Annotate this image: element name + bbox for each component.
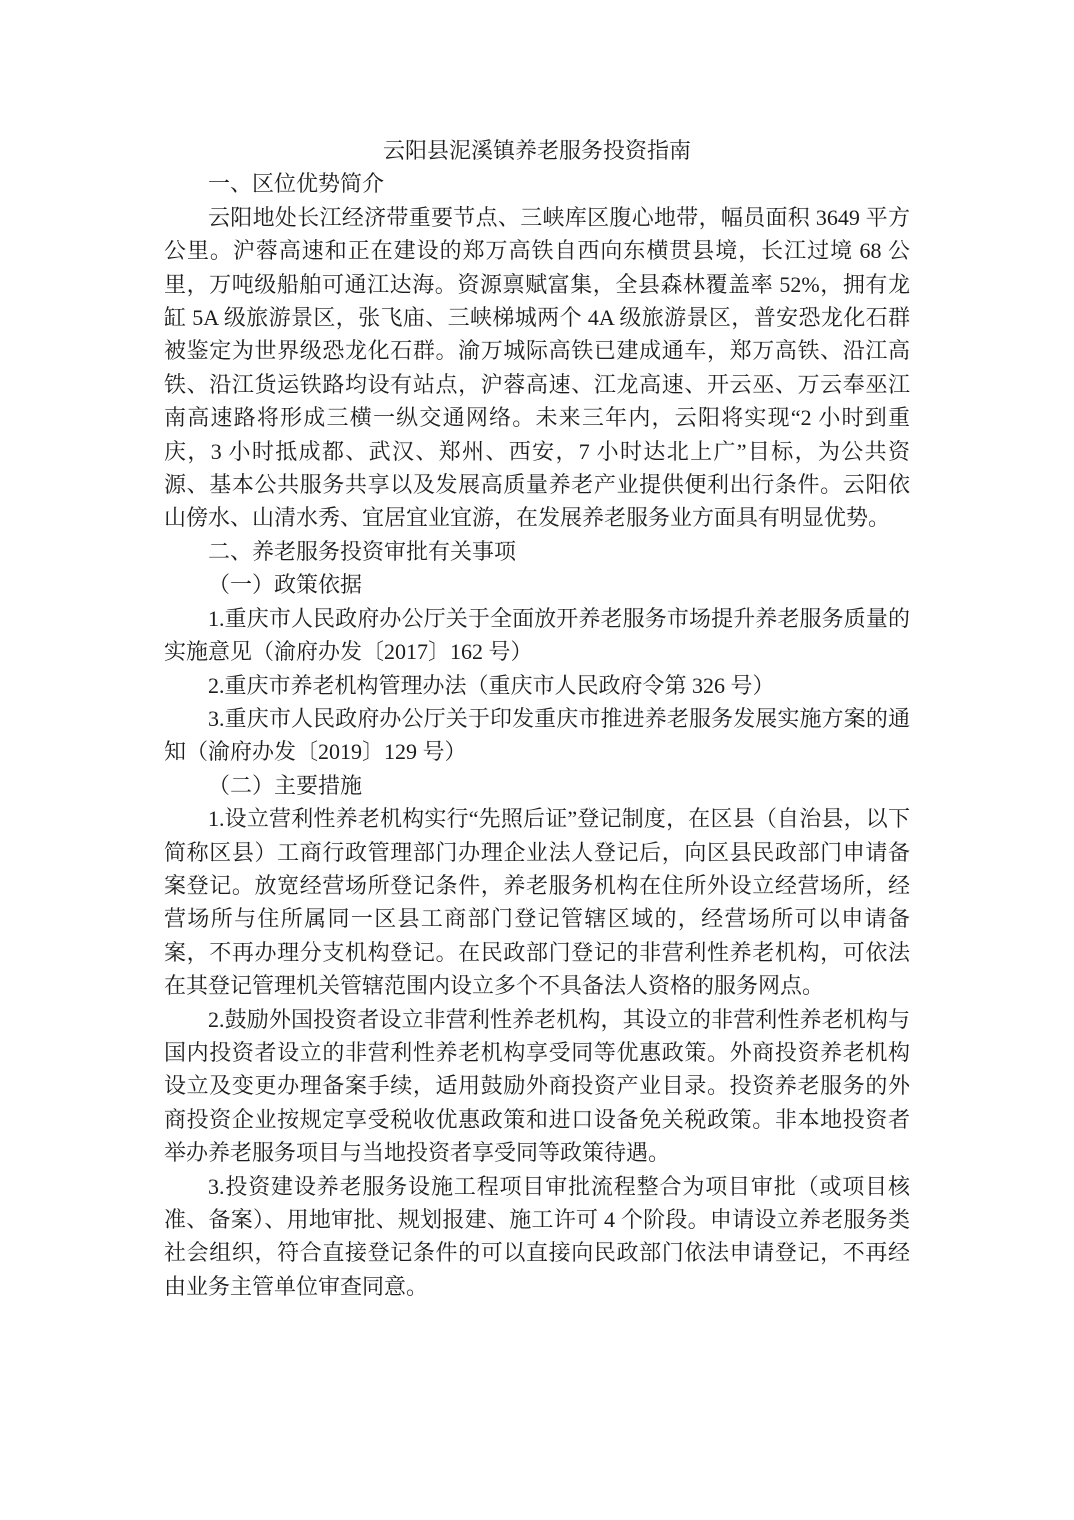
paragraph: 3.投资建设养老服务设施工程项目审批流程整合为项目审批（或项目核准、备案）、用地审批、规划报建、施工许可 4 个阶段。申请设立养老服务类社会组织，符合直接登记条件的可以直接向民政部门依法申请登记，不再经由业务主管单位审查同意。 <box>164 1173 910 1299</box>
paragraph: 1.设立营利性养老机构实行“先照后证”登记制度，在区县（自治县，以下简称区县）工商行政管理部门办理企业法人登记后，向区县民政部门申请备案登记。放宽经营场所登记条件，养老服务机构在住所外设立经营场所，经营场所与住所属同一区县工商部门登记管辖区域的，经营场所可以申请备案，不再办理分支机构登记。在民政部门登记的非营利性养老机构，可依法在其登记管理机关管辖范围内设立多个不具备法人资格的服务网点。 <box>164 806 910 999</box>
section-heading: 二、养老服务投资审批有关事项 <box>208 538 517 564</box>
paragraph: 3.重庆市人民政府办公厅关于印发重庆市推进养老服务发展实施方案的通知（渝府办发〔2019〕129 号） <box>164 705 910 765</box>
paragraph: 2.鼓励外国投资者设立非营利性养老机构，其设立的非营利性养老机构与国内投资者设立的非营利性养老机构享受同等优惠政策。外商投资养老机构设立及变更办理备案手续，适用鼓励外商投资产业目录。投资养老服务的外商投资企业按规定享受税收优惠政策和进口设备免关税政策。非本地投资者举办养老服务项目与当地投资者享受同等政策待遇。 <box>164 1006 910 1166</box>
document-body <box>164 167 910 1303</box>
document-title: 云阳县泥溪镇养老服务投资指南 <box>382 138 691 163</box>
paragraph: 云阳地处长江经济带重要节点、三峡库区腹心地带，幅员面积 3649 平方公里。沪蓉高速和正在建设的郑万高铁自西向东横贯县境，长江过境 68 公里，万吨级船舶可通江达海。资源禀赋富集，全县森林覆盖率 52%，拥有龙缸 5A 级旅游景区，张飞庙、三峡梯城两个 4A 级旅游景区，普安恐龙化石群被鉴定为世界级恐龙化石群。渝万城际高铁已建成通车，郑万高铁、沿江高铁、沿江货运铁路均设有站点，沪蓉高速、江龙高速、开云巫、万云奉巫江南高速路将形成三横一纵交通网络。未来三年内，云阳将实现“2 小时到重庆，3 小时抵成都、武汉、郑州、西安，7 小时达北上广”目标，为公共资源、基本公共服务共享以及发展高质量养老产业提供便利出行条件。云阳依山傍水、山清水秀、宜居宜业宜游，在发展养老服务业方面具有明显优势。 <box>164 204 910 531</box>
section-heading: （二）主要措施 <box>208 772 363 798</box>
paragraph: 1.重庆市人民政府办公厅关于全面放开养老服务市场提升养老服务质量的实施意见（渝府办发〔2017〕162 号） <box>164 605 910 665</box>
paragraph: 2.重庆市养老机构管理办法（重庆市人民政府令第 326 号） <box>208 672 775 698</box>
section-heading: 一、区位优势简介 <box>208 171 385 197</box>
section-heading: （一）政策依据 <box>208 572 363 598</box>
